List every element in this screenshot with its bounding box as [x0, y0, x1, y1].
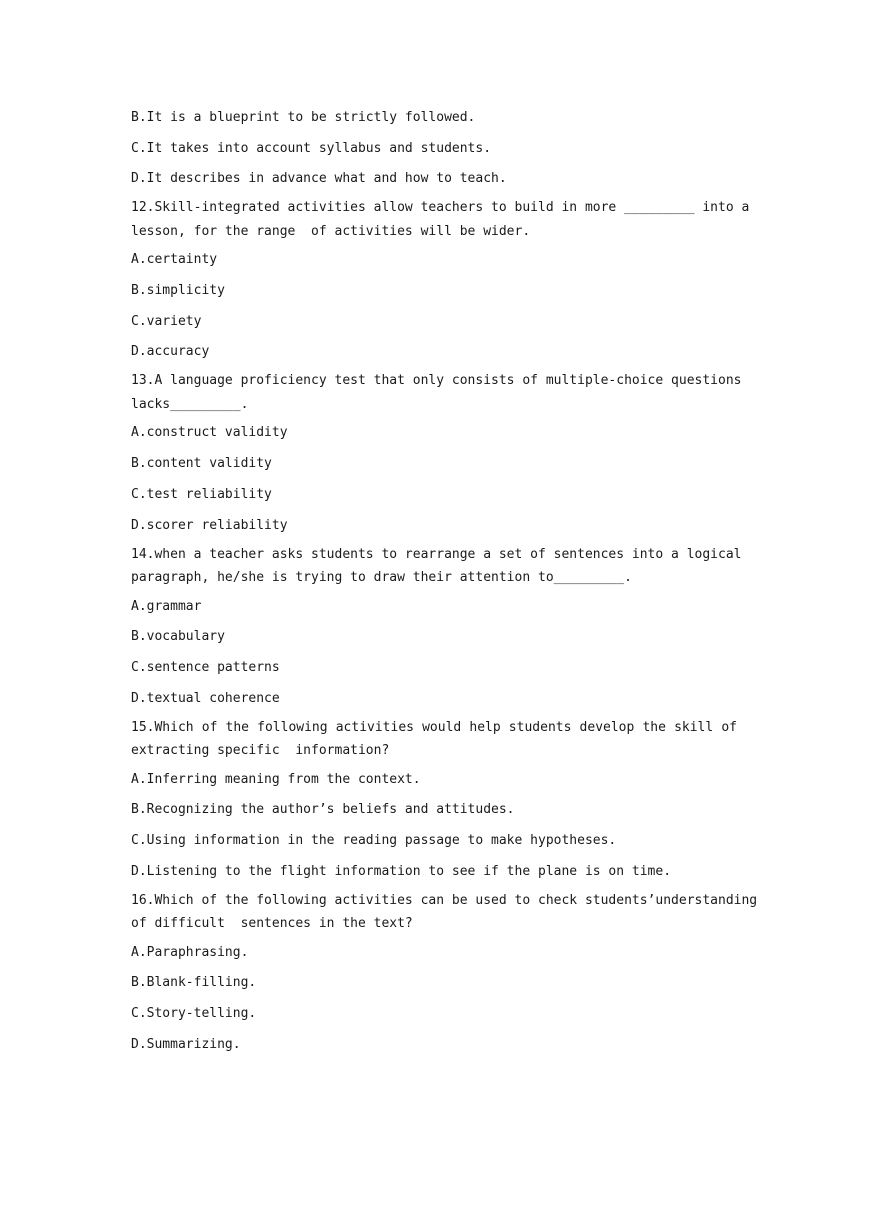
question-stem: 16.Which of the following activities can be used to check students’understanding: [131, 892, 758, 908]
option-b: B.Recognizing the author’s beliefs and attitudes.: [131, 802, 515, 818]
option-a: A.Inferring meaning from the context.: [131, 771, 421, 787]
question-stem: 15.Which of the following activities would help students develop the skill of: [131, 719, 737, 735]
question-16: [131, 889, 758, 936]
question-stem: lesson, for the range of activities will be wider.: [131, 223, 531, 239]
option-c: C.Story-telling.: [131, 1006, 257, 1021]
option-c: C.Using information in the reading passage to make hypotheses.: [131, 832, 617, 848]
question-13: [131, 369, 741, 416]
option-b: B.Blank-filling.: [131, 975, 257, 991]
question-stem: lacks_________.: [131, 396, 249, 412]
question-15: [131, 716, 741, 763]
question-stem: 13.A language proficiency test that only consists of multiple-choice questions: [131, 373, 742, 389]
option-c: C.sentence patterns: [131, 659, 280, 675]
option-a: A.construct validity: [131, 425, 288, 441]
question-stem: 14.when a teacher asks students to rearrange a set of sentences into a logical: [131, 546, 742, 562]
option-d: D.scorer reliability: [131, 517, 288, 533]
option-d: D.Listening to the flight information to see if the plane is on time.: [131, 863, 672, 879]
option-b: B.vocabulary: [131, 629, 225, 645]
option-a: A.grammar: [131, 598, 202, 614]
option-c: C.It takes into account syllabus and students.: [131, 140, 492, 156]
option-b: B.simplicity: [131, 283, 225, 299]
option-b: B.content validity: [131, 456, 272, 472]
option-d: D.accuracy: [131, 344, 210, 360]
option-c: C.test reliability: [131, 486, 272, 502]
option-b: B.It is a blueprint to be strictly followed.: [131, 110, 476, 125]
option-d: D.It describes in advance what and how to teach.: [131, 171, 507, 187]
option-c: C.variety: [131, 313, 202, 329]
exam-page: [131, 108, 758, 1065]
question-12: [131, 196, 750, 243]
question-stem: extracting specific information?: [131, 743, 390, 759]
option-a: A.Paraphrasing.: [131, 944, 249, 960]
question-14: [131, 543, 741, 590]
question-stem: paragraph, he/she is trying to draw their attention to_________.: [131, 570, 632, 585]
option-d: D.Summarizing.: [131, 1036, 241, 1052]
question-stem: of difficult sentences in the text?: [131, 916, 413, 932]
option-a: A.certainty: [131, 252, 218, 268]
question-stem: 12.Skill-integrated activities allow teachers to build in more _________ into a: [131, 200, 750, 216]
option-d: D.textual coherence: [131, 690, 280, 706]
